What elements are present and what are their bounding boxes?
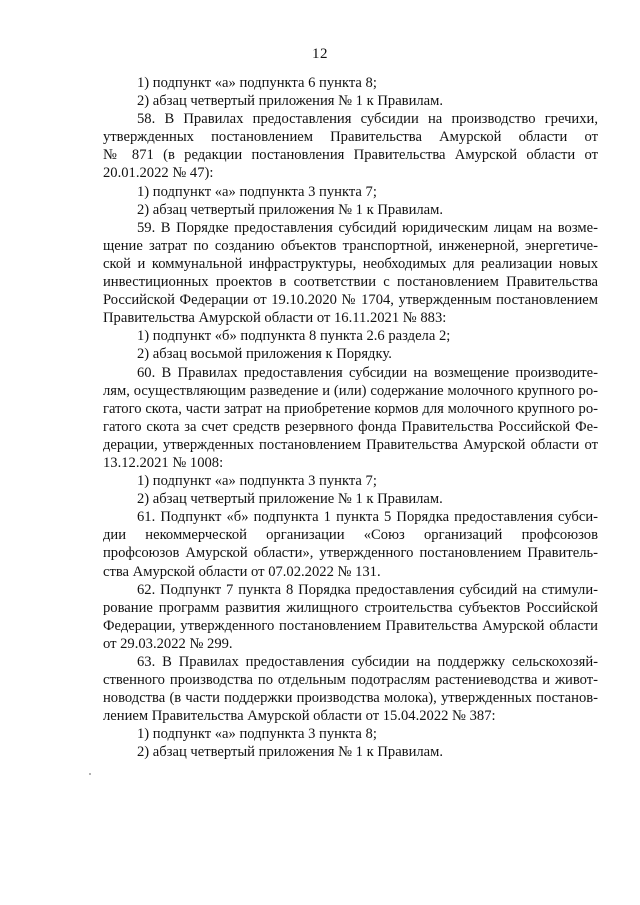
text-line: № 871 (в редакции постановления Правительства Амурской области от <box>103 147 598 164</box>
text-line: 20.01.2022 № 47): <box>103 165 214 182</box>
text-line: 62. Подпункт 7 пункта 8 Порядка предоставления субсидий на стимули- <box>137 581 598 598</box>
text-line: профсоюзов Амурской области», утвержденного постановлением Правитель- <box>103 545 598 562</box>
text-line: 2) абзац четвертый приложения № 1 к Правилам. <box>137 201 444 218</box>
document-body <box>103 74 598 762</box>
text-line: 1) подпункт «а» подпункта 6 пункта 8; <box>137 75 377 91</box>
text-line: 1) подпункт «б» подпункта 8 пункта 2.6 раздела 2; <box>137 328 451 345</box>
text-line: Правительства Амурской области от 16.11.2021 № 883: <box>103 310 447 327</box>
text-line: Российской Федерации от 19.10.2020 № 1704, утвержденным постановлением <box>103 292 598 309</box>
text-line: 1) подпункт «а» подпункта 3 пункта 7; <box>137 183 377 200</box>
text-line: 2) абзац четвертый приложения № 1 к Правилам. <box>137 744 444 761</box>
text-line: лям, осуществляющим разведение и (или) содержание молочного крупного ро- <box>103 382 598 399</box>
text-line: утвержденных постановлением Правительства Амурской области от <box>103 129 598 146</box>
scan-speck <box>89 773 91 775</box>
text-line: гатого скота, части затрат на приобретение кормов для молочного крупного ро- <box>103 400 598 417</box>
text-line: 59. В Порядке предоставления субсидий юридическим лицам на возме- <box>137 219 598 236</box>
text-line: новодства (в части поддержки производства молока), утвержденных постанов- <box>103 690 598 707</box>
text-line: дерации, утвержденных постановлением Правительства Амурской области от <box>103 436 598 453</box>
text-line: лением Правительства Амурской области от 15.04.2022 № 387: <box>103 708 496 725</box>
text-line: ства Амурской области от 07.02.2022 № 131. <box>103 563 381 580</box>
text-line: гатого скота за счет средств резервного фонда Правительства Российской Фе- <box>103 418 598 435</box>
text-line: 58. В Правилах предоставления субсидии на производство гречихи, <box>137 111 598 128</box>
text-line: 2) абзац восьмой приложения к Порядку. <box>137 346 392 363</box>
text-line: ской и коммунальной инфраструктуры, необходимых для реализации новых <box>103 255 598 272</box>
text-line: 1) подпункт «а» подпункта 3 пункта 7; <box>137 473 377 490</box>
text-line: ственного производства по отдельным подотраслям растениеводства и живот- <box>103 672 598 689</box>
text-line: 2) абзац четвертый приложение № 1 к Правилам. <box>137 491 443 508</box>
text-line: 1) подпункт «а» подпункта 3 пункта 8; <box>137 726 377 743</box>
text-line: 61. Подпункт «б» подпункта 1 пункта 5 Порядка предоставления субси- <box>137 509 598 526</box>
text-line: 60. В Правилах предоставления субсидии на возмещение производите- <box>137 364 598 381</box>
text-line: от 29.03.2022 № 299. <box>103 635 233 652</box>
text-line: инвестиционных проектов в соответствии с постановлением Правительства <box>103 274 598 291</box>
page-number: 12 <box>312 46 328 62</box>
text-line: Федерации, утвержденного постановлением Правительства Амурской области <box>103 617 598 634</box>
text-line: 2) абзац четвертый приложения № 1 к Правилам. <box>137 93 444 110</box>
text-line: щение затрат по созданию объектов транспортной, инженерной, энергетиче- <box>103 237 598 254</box>
text-line: 63. В Правилах предоставления субсидии на поддержку сельскохозяй- <box>137 654 598 670</box>
text-line: дии некоммерческой организации «Союз организаций профсоюзов <box>103 527 598 544</box>
text-line: рование программ развития жилищного строительства субъектов Российской <box>103 599 598 616</box>
text-line: 13.12.2021 № 1008: <box>103 454 224 471</box>
